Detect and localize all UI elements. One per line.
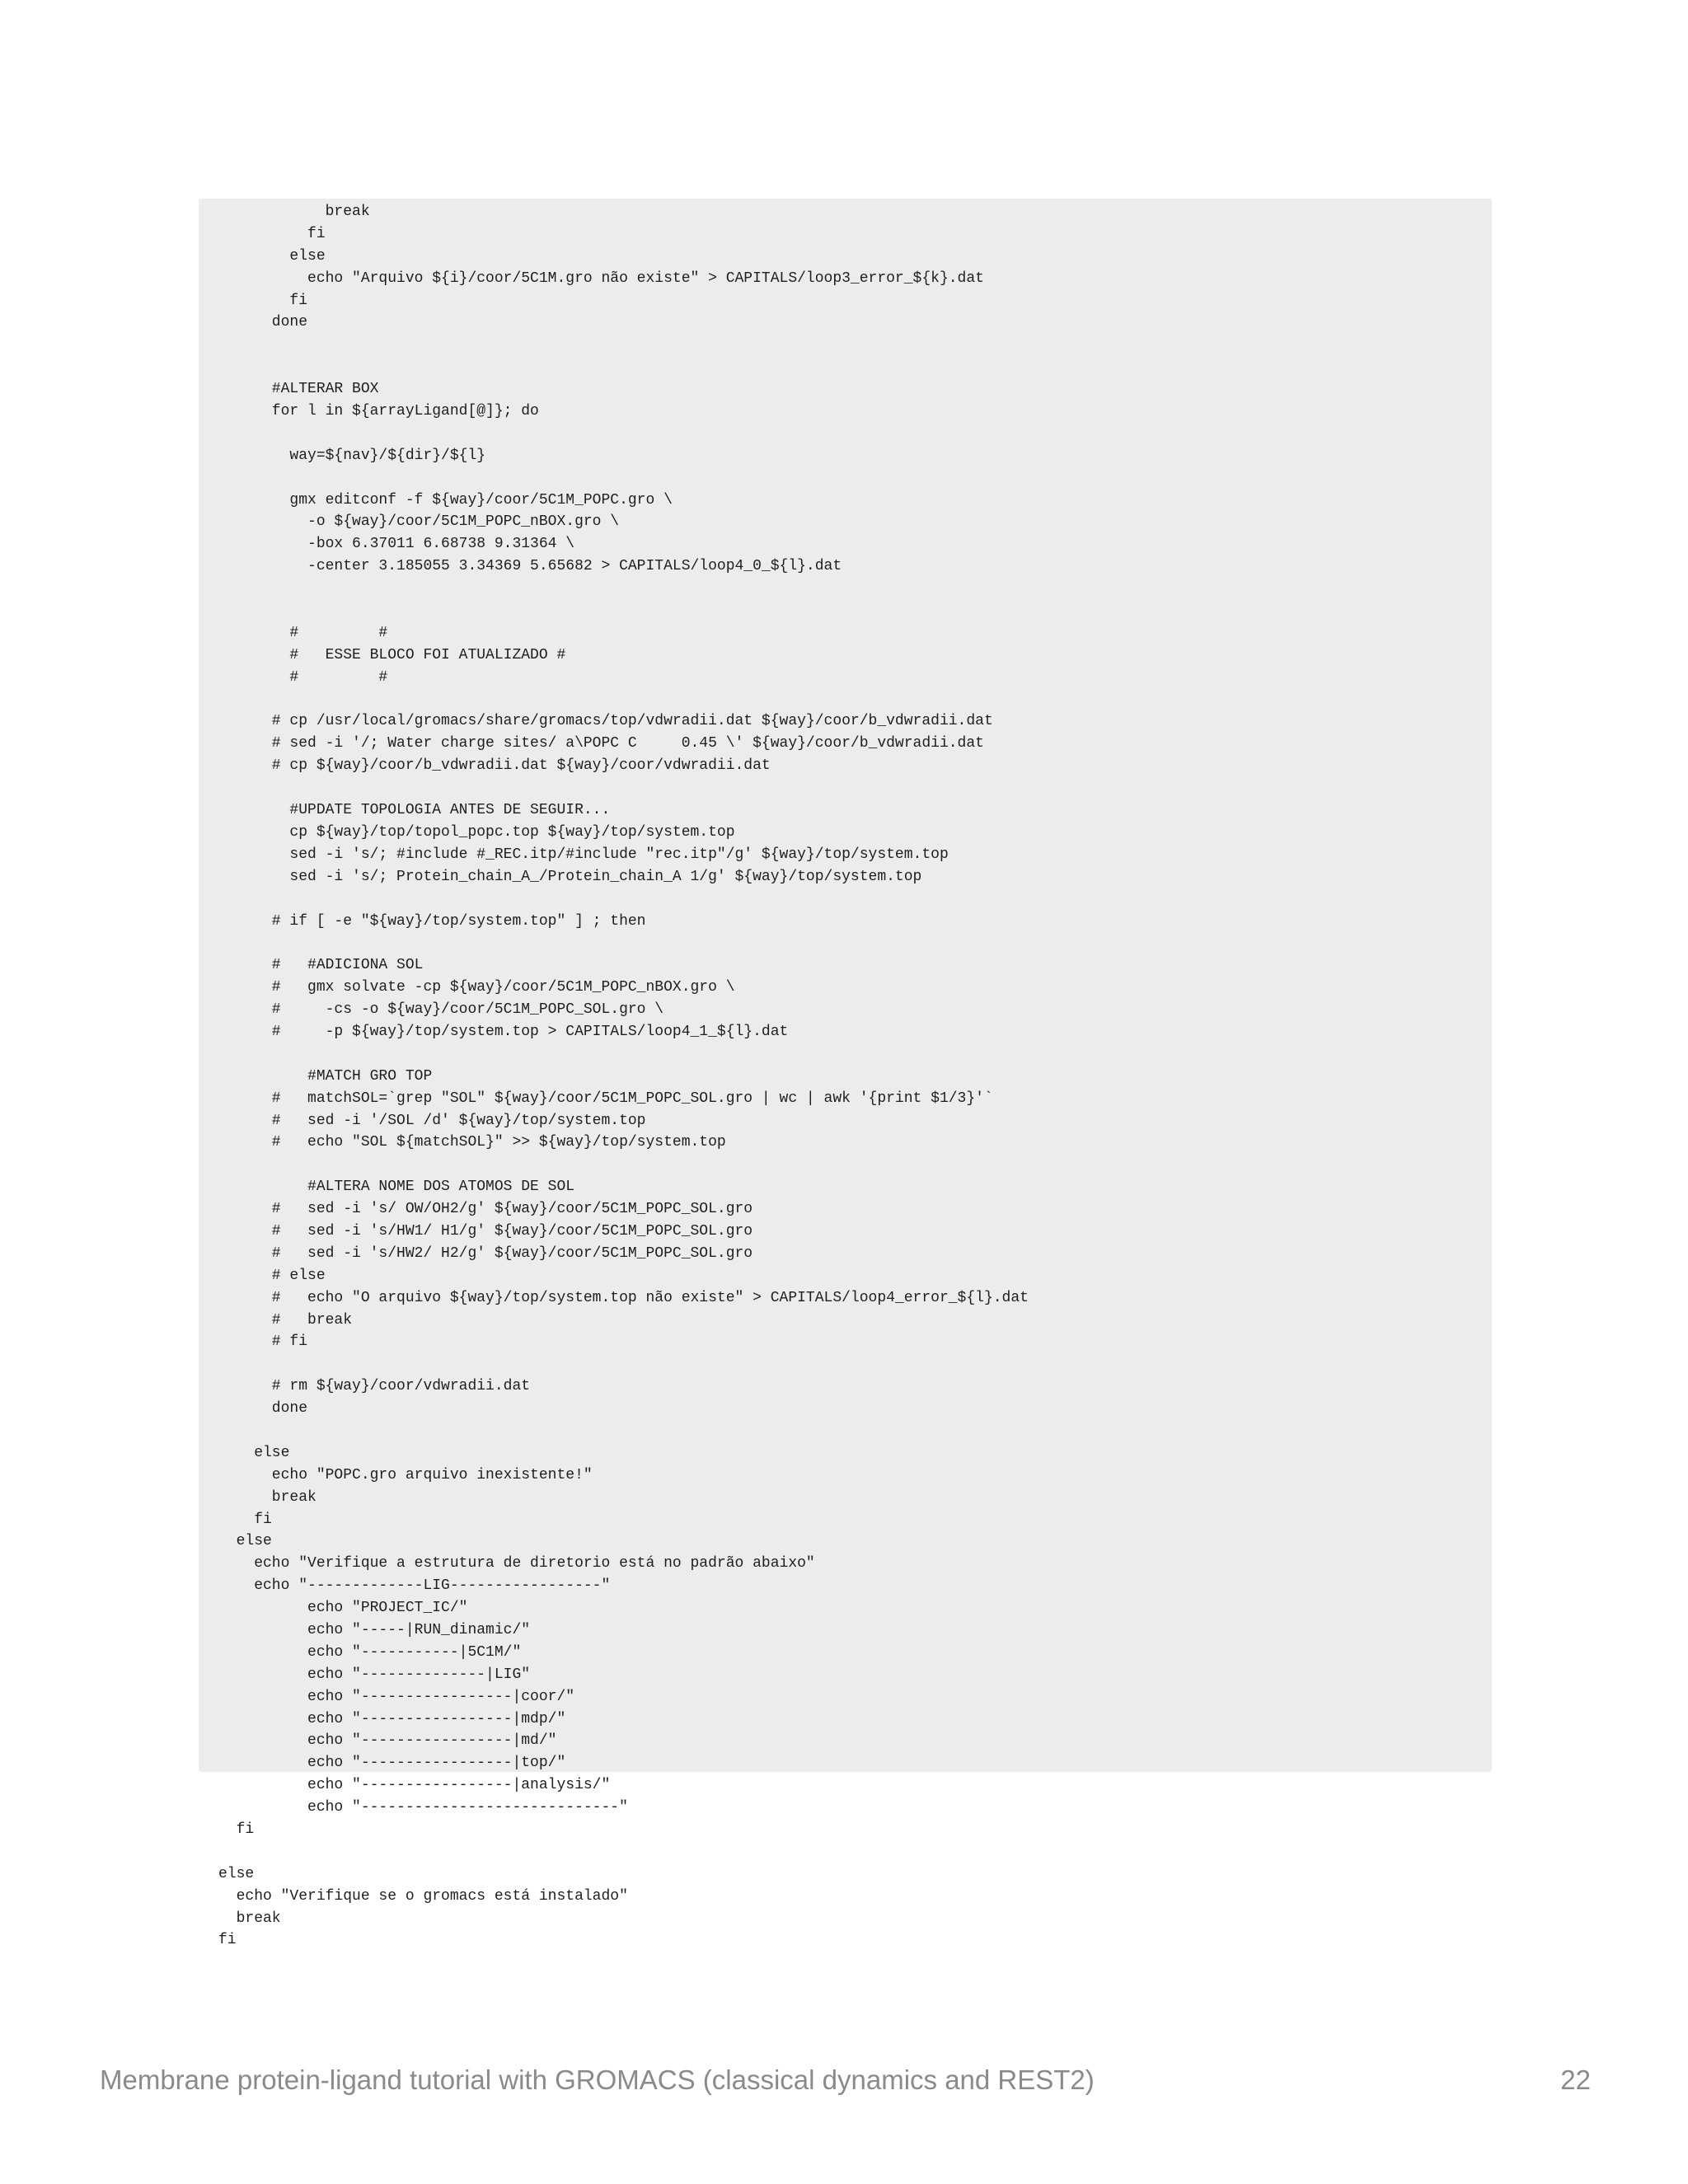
page-number: 22 bbox=[1560, 2064, 1591, 2095]
code-line: echo "-------------LIG-----------------" bbox=[218, 1577, 611, 1595]
code-line: gmx editconf -f ${way}/coor/5C1M_POPC.gro \ bbox=[218, 491, 673, 509]
code-line: break bbox=[218, 1488, 316, 1506]
code-line: fi bbox=[218, 225, 326, 242]
code-line: sed -i 's/; Protein_chain_A_/Protein_chain_A 1/g' ${way}/top/system.top bbox=[218, 868, 922, 885]
code-line: fi bbox=[218, 1821, 255, 1839]
code-line bbox=[218, 423, 1492, 445]
code-line: # sed -i 's/ OW/OH2/g' ${way}/coor/5C1M_POPC_SOL.gro bbox=[218, 1201, 753, 1218]
code-line bbox=[218, 1420, 1492, 1442]
code-line bbox=[218, 578, 1492, 600]
code-line: echo "-----------------|md/" bbox=[218, 1732, 557, 1750]
code-line bbox=[218, 689, 1492, 711]
code-line: # # bbox=[218, 624, 388, 641]
code-line: else bbox=[218, 247, 326, 265]
code-line: # else bbox=[218, 1267, 326, 1284]
code-line: # sed -i 's/HW2/ H2/g' ${way}/coor/5C1M_POPC_SOL.gro bbox=[218, 1244, 753, 1262]
code-line bbox=[218, 467, 1492, 490]
code-line: break bbox=[218, 1910, 281, 1927]
code-line: # sed -i 's/HW1/ H1/g' ${way}/coor/5C1M_POPC_SOL.gro bbox=[218, 1222, 753, 1240]
code-line: # fi bbox=[218, 1333, 308, 1351]
code-line bbox=[218, 334, 1492, 356]
code-line: # cp /usr/local/gromacs/share/gromacs/top/vdwradii.dat ${way}/coor/b_vdwradii.dat bbox=[218, 713, 993, 730]
code-line: echo "-----------|5C1M/" bbox=[218, 1643, 522, 1661]
code-line bbox=[218, 932, 1492, 954]
code-line: echo "PROJECT_IC/" bbox=[218, 1600, 468, 1617]
code-line: echo "--------------|LIG" bbox=[218, 1666, 531, 1683]
code-line: # rm ${way}/coor/vdwradii.dat bbox=[218, 1378, 531, 1395]
code-line: echo "-----|RUN_dinamic/" bbox=[218, 1622, 531, 1638]
code-line: -box 6.37011 6.68738 9.31364 \ bbox=[218, 536, 575, 553]
code-line: #ALTERAR BOX bbox=[218, 381, 379, 398]
code-line bbox=[218, 356, 1492, 378]
code-line: # # bbox=[218, 668, 388, 686]
code-line: # #ADICIONA SOL bbox=[218, 957, 424, 974]
code-line: echo "Verifique a estrutura de diretorio está no padrão abaixo" bbox=[218, 1555, 815, 1572]
code-line: fi bbox=[218, 1932, 237, 1949]
code-line: done bbox=[218, 1400, 308, 1418]
code-line: for l in ${arrayLigand[@]}; do bbox=[218, 403, 539, 420]
code-line: -center 3.185055 3.34369 5.65682 > CAPITALS/loop4_0_${l}.dat bbox=[218, 558, 842, 575]
code-line: # cp ${way}/coor/b_vdwradii.dat ${way}/coor/vdwradii.dat bbox=[218, 757, 771, 775]
code-line: # gmx solvate -cp ${way}/coor/5C1M_POPC_nBOX.gro \ bbox=[218, 979, 735, 996]
code-line: echo "-----------------|analysis/" bbox=[218, 1777, 611, 1794]
code-block bbox=[199, 199, 1492, 1949]
code-line: fi bbox=[218, 1511, 272, 1528]
code-line: #UPDATE TOPOLOGIA ANTES DE SEGUIR... bbox=[218, 802, 611, 819]
code-line bbox=[218, 1043, 1492, 1066]
code-line: # if [ -e "${way}/top/system.top" ] ; then bbox=[218, 912, 646, 930]
code-line: echo "-----------------|top/" bbox=[218, 1755, 566, 1772]
code-line: echo "POPC.gro arquivo inexistente!" bbox=[218, 1466, 593, 1483]
code-line: else bbox=[218, 1444, 290, 1461]
code-line: else bbox=[218, 1865, 255, 1882]
code-line bbox=[218, 777, 1492, 799]
code-line: way=${nav}/${dir}/${l} bbox=[218, 447, 486, 464]
code-line: done bbox=[218, 314, 308, 331]
code-line: echo "Arquivo ${i}/coor/5C1M.gro não existe" > CAPITALS/loop3_error_${k}.dat bbox=[218, 269, 984, 287]
code-line: #MATCH GRO TOP bbox=[218, 1067, 433, 1085]
code-line: -o ${way}/coor/5C1M_POPC_nBOX.gro \ bbox=[218, 513, 620, 531]
code-line: # sed -i '/; Water charge sites/ a\POPC C 0.45 \' ${way}/coor/b_vdwradii.dat bbox=[218, 735, 984, 752]
code-line: break bbox=[218, 204, 370, 220]
code-line: echo "-----------------------------" bbox=[218, 1799, 628, 1816]
code-line: sed -i 's/; #include #_REC.itp/#include "rec.itp"/g' ${way}/top/system.top bbox=[218, 846, 949, 863]
code-line: echo "Verifique se o gromacs está instalado" bbox=[218, 1887, 628, 1905]
code-line: # echo "O arquivo ${way}/top/system.top não existe" > CAPITALS/loop4_error_${l}.dat bbox=[218, 1289, 1029, 1306]
code-line: # ESSE BLOCO FOI ATUALIZADO # bbox=[218, 646, 566, 663]
code-line: # echo "SOL ${matchSOL}" >> ${way}/top/system.top bbox=[218, 1134, 726, 1151]
code-line bbox=[218, 600, 1492, 622]
code-listing bbox=[218, 199, 1492, 1952]
code-line: #ALTERA NOME DOS ATOMOS DE SOL bbox=[218, 1179, 575, 1196]
code-line bbox=[218, 888, 1492, 911]
code-line: echo "-----------------|mdp/" bbox=[218, 1710, 566, 1727]
code-line: # -cs -o ${way}/coor/5C1M_POPC_SOL.gro \ bbox=[218, 1001, 664, 1019]
code-line: cp ${way}/top/topol_popc.top ${way}/top/system.top bbox=[218, 823, 735, 841]
code-line: else bbox=[218, 1533, 272, 1550]
footer-title: Membrane protein-ligand tutorial with GROMACS (classical dynamics and REST2) bbox=[100, 2064, 1095, 2095]
code-line bbox=[218, 1154, 1492, 1176]
code-line: # sed -i '/SOL /d' ${way}/top/system.top bbox=[218, 1112, 646, 1129]
code-line: fi bbox=[218, 292, 308, 309]
code-line bbox=[218, 1841, 1492, 1863]
code-line: echo "-----------------|coor/" bbox=[218, 1688, 575, 1705]
code-line bbox=[218, 1353, 1492, 1376]
code-line: # matchSOL=`grep "SOL" ${way}/coor/5C1M_POPC_SOL.gro | wc | awk '{print $1/3}'` bbox=[218, 1090, 993, 1107]
code-line: # -p ${way}/top/system.top > CAPITALS/loop4_1_${l}.dat bbox=[218, 1023, 789, 1040]
code-line: # break bbox=[218, 1311, 353, 1329]
